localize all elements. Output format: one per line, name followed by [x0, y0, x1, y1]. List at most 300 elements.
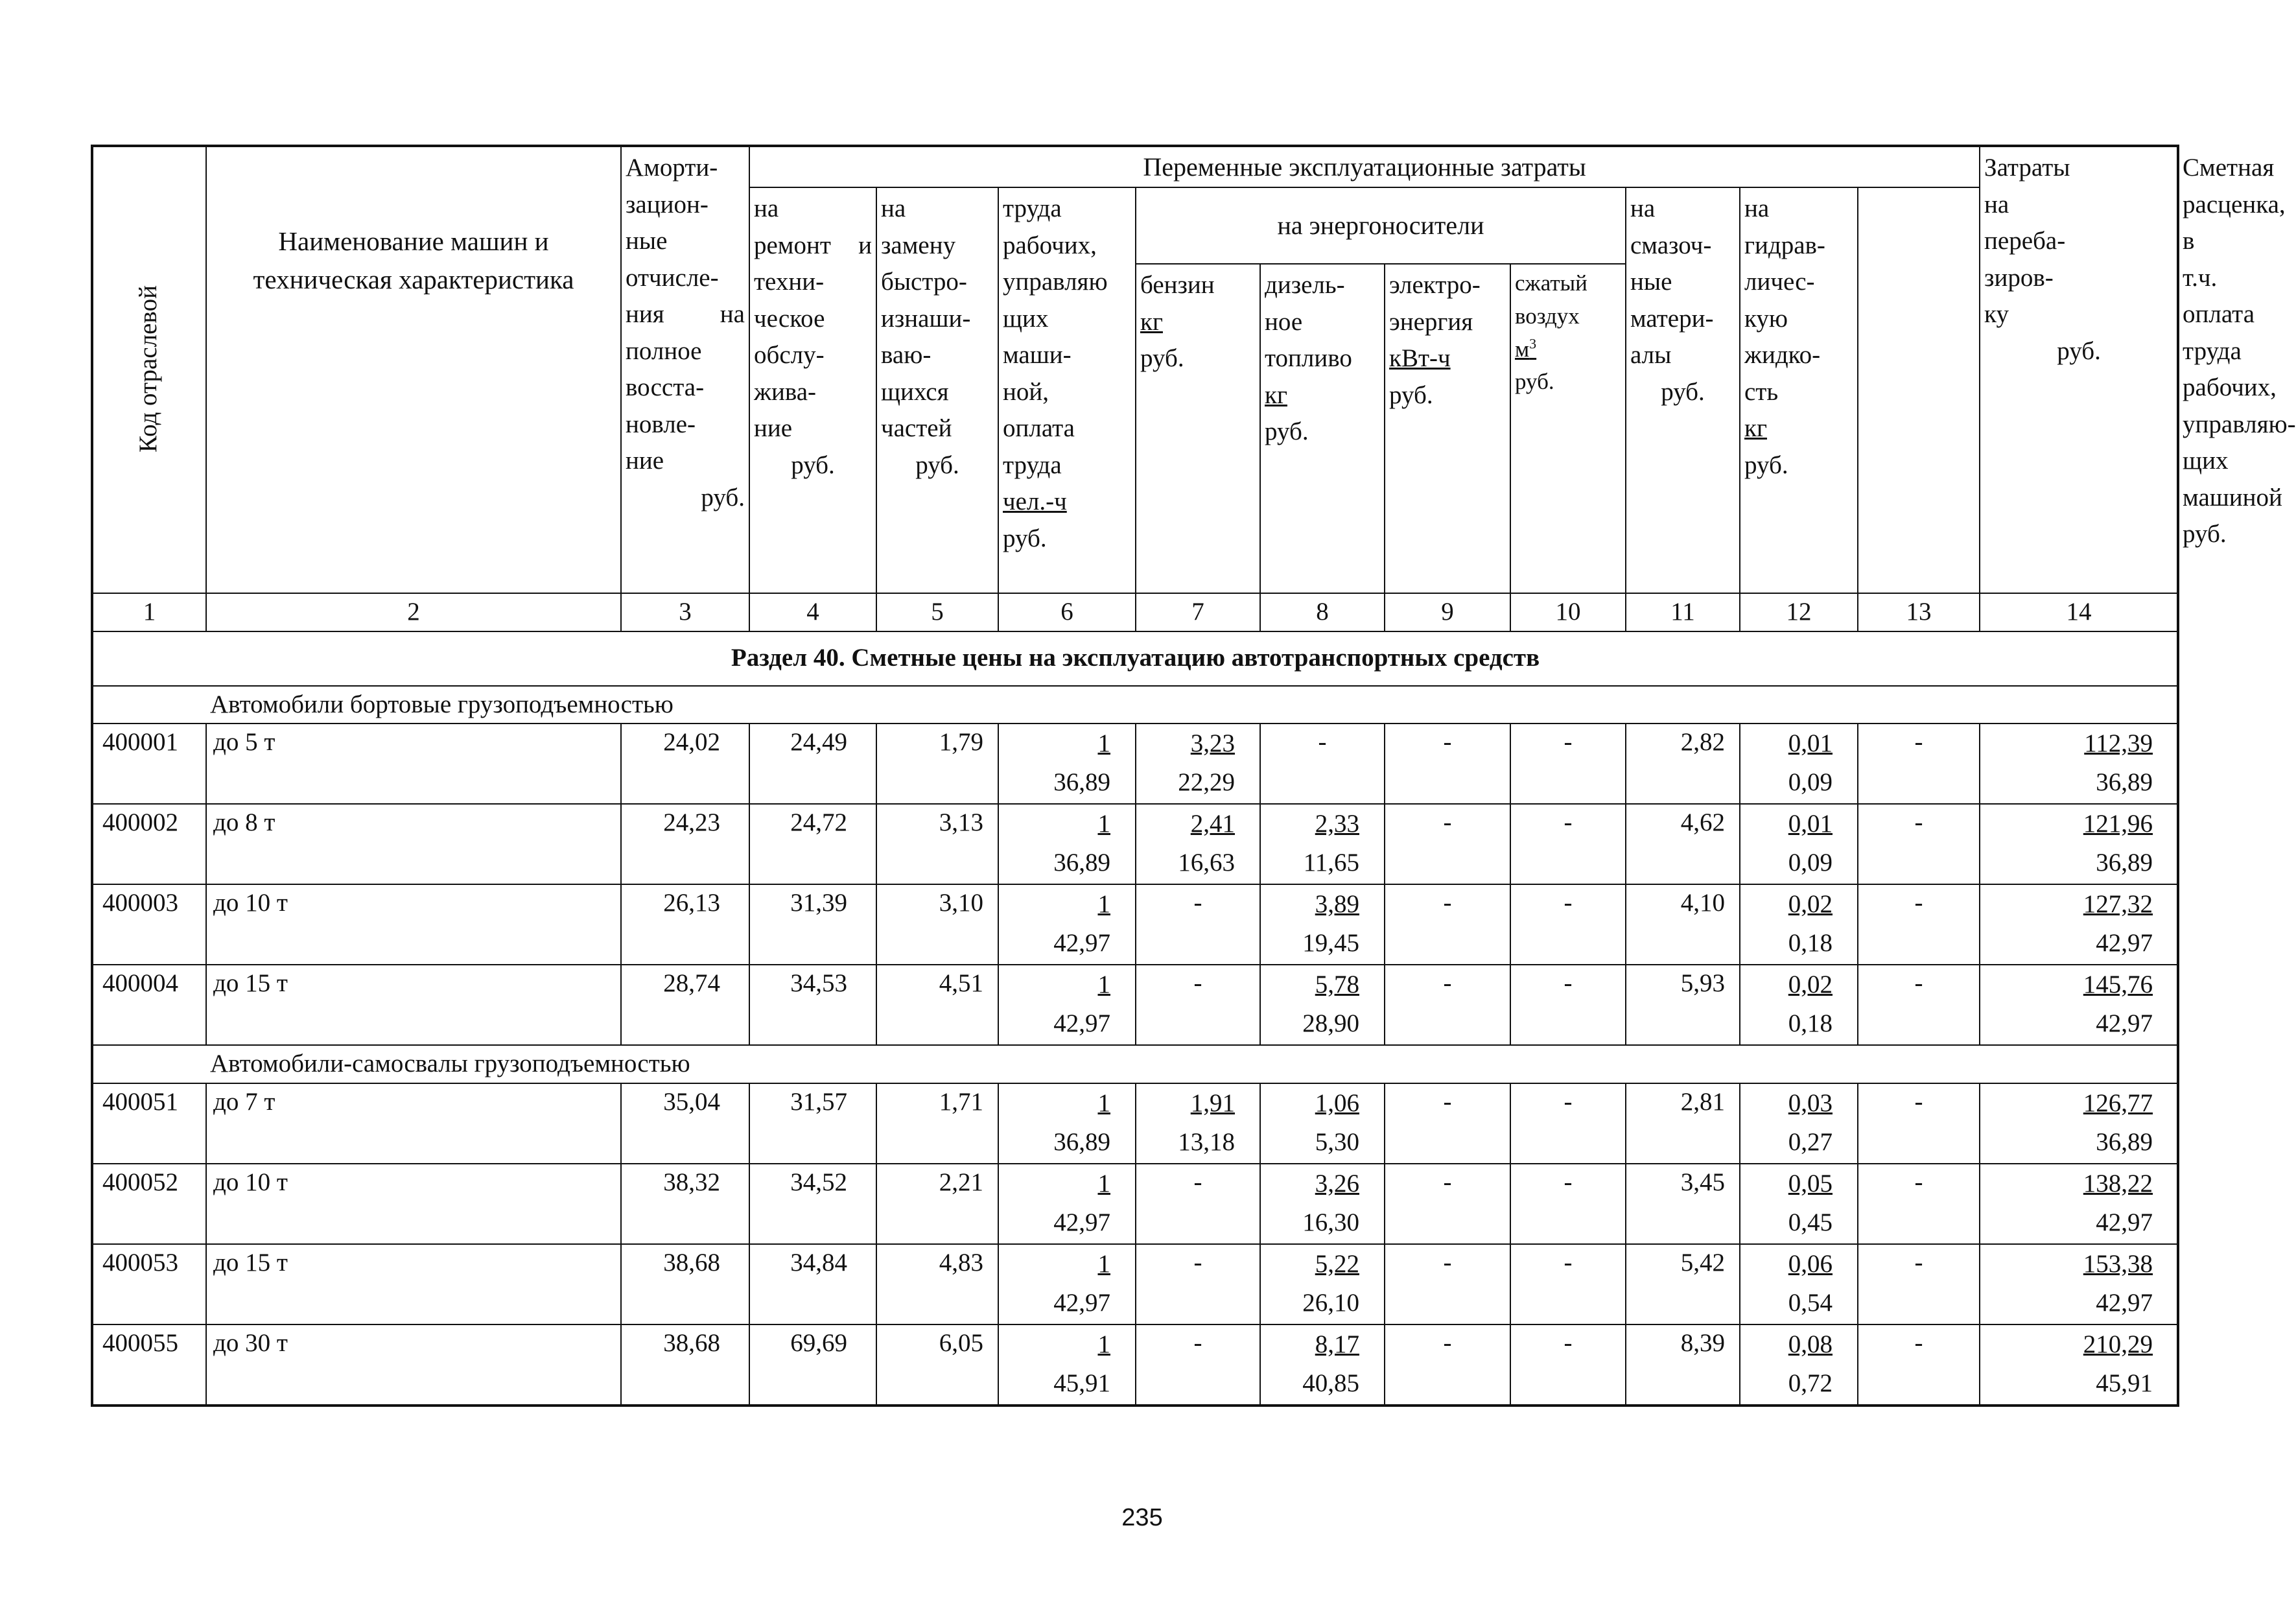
- rate-labor: 45,91: [2096, 1369, 2153, 1397]
- header-line: отчисле-: [626, 263, 719, 292]
- table-row: [92, 1083, 2178, 1164]
- name-cell: [206, 1083, 621, 1164]
- air-dash: -: [1564, 1328, 1573, 1357]
- header-line: рабочих,: [1003, 231, 1097, 259]
- column-number: 4: [749, 593, 876, 631]
- labor-hours: 1: [1097, 1330, 1110, 1358]
- price-table: Код отраслевой Наименование машин и техническая характеристика Аморти- зацион- ные отчисле- ния на полное восста- новле- ние руб. Переменные эксплуатационные затраты Затраты на переба- зиров- ку руб. Сметная расценка, в т.ч. оплата труда рабочих, управляю- щих машиной руб. на ремонт и техни- ческое обслу- жива- ние руб. на замену быстро- изнаши- ваю- щихся частей руб. труда рабочих, управляю щих маши- ной, оплата труда чел.-ч руб. на энергоносители на смазоч- ные матери- алы руб. на гидрав- личес- кую жидко- сть кг руб. бензин кг руб. дизель- ное топливо кг руб. электро- энергия кВт-ч руб. сжатый воздух $м^3$ руб. 1 2 3 4 5 6 7 8 9 10 11 12 13 14 Раздел 40. Сметные цены на эксплуатацию автотранспортных средств Автомобили бортовые грузоподъемностью 400001 до 5 т 24,02 24,49 1,79 1 36,89 3,23 22,29 - - - 2,82 0,01 0,09 - 112,39 36,89 400002 до 8 т 24,23 24,72 3,13 1 36,89 2,41 16,63 2,33 11,65 - - 4,62 0,01 0,09 - 121,96 36,89 400003 до 10 т 26,13 31,39 3,10 1 42,97 - 3,89 19,45 - - 4,10 0,02 0,18 - 127,32 42,97 400004 до 15 т 28,74 34,53 4,51 1 42,97 - 5,78 28,90 - - 5,93 0,02 0,18 - 145,76 42,97 Автомобили-самосвалы грузоподъемностью 400051 до 7 т 35,04 31,57 1,71 1 36,89 1,91 13,18 1,06 5,30 - - 2,81 0,03 0,27 - 126,77 36,89 400052 до 10 т 38,32 34,52 2,21 1 42,97 - 3,26 16,30 - - 3,45 0,05 0,45 - 138,22 42,97 400053 до 15 т 38,68 34,84 4,83 1 42,97 - 5,22 26,10 - - 5,42 0,06 0,54 - 153,38 42,97 400055 до 30 т 38,68 69,69 6,05 1 45,91 - 8,17 40,85 - - 8,39 0,08 0,72 - 210,29 45,91: [91, 145, 2179, 1407]
- hydro-cell: [1740, 724, 1858, 804]
- header-line: ные: [1630, 268, 1672, 296]
- header-hydro: [1740, 187, 1858, 593]
- amort-value: 38,68: [663, 1328, 720, 1357]
- header-line: быстро-: [881, 268, 967, 296]
- hydro-kg: 0,03: [1788, 1089, 1833, 1117]
- transport-dash: -: [1914, 1248, 1923, 1277]
- header-amort-text: [626, 150, 745, 480]
- header-line: ваю-: [881, 341, 931, 370]
- diesel-cell: [1260, 1324, 1385, 1406]
- repair-value: 34,53: [790, 969, 847, 998]
- rate-cell: [1980, 1164, 2178, 1244]
- repair-value: 24,49: [790, 728, 847, 757]
- electric-cell: [1385, 724, 1510, 804]
- group-title: Автомобили-самосвалы грузоподъемностью: [92, 1045, 2178, 1083]
- labor-cost: 45,91: [1053, 1369, 1110, 1397]
- labor-hours: 1: [1097, 810, 1110, 838]
- petrol-kg: 2,41: [1190, 810, 1235, 838]
- machine-name: до 8 т: [213, 808, 275, 837]
- rate-cell: [1980, 884, 2178, 965]
- labor-hours: 1: [1097, 971, 1110, 999]
- hydro-kg: 0,08: [1788, 1330, 1833, 1358]
- lube-value: 2,81: [1680, 1087, 1725, 1116]
- air-cell: [1510, 804, 1626, 884]
- air-dash: -: [1564, 889, 1573, 917]
- header-line: Затраты: [1984, 154, 2070, 182]
- petrol-dash: -: [1193, 1168, 1202, 1196]
- amort-value: 24,02: [663, 728, 720, 757]
- machine-code: 400002: [102, 808, 178, 837]
- diesel-cell: [1260, 1164, 1385, 1244]
- name-cell: [206, 1244, 621, 1324]
- labor-cell: [998, 1244, 1136, 1324]
- diesel-cell: [1260, 965, 1385, 1045]
- rate-total: 153,38: [2083, 1249, 2153, 1278]
- header-line: труда: [1003, 194, 1062, 222]
- repair-value: 69,69: [790, 1328, 847, 1357]
- header-hydro-text: [1744, 191, 1853, 410]
- header-labor-text: [1003, 191, 1131, 484]
- header-line: Аморти-: [626, 154, 718, 182]
- electric-dash: -: [1443, 808, 1452, 837]
- header-hydro-unit-top: кг: [1744, 414, 1767, 443]
- header-line: сть: [1744, 377, 1779, 406]
- rate-cell: [1980, 1244, 2178, 1324]
- petrol-cell: [1136, 724, 1260, 804]
- header-labor: [998, 187, 1136, 593]
- electric-cell: [1385, 1244, 1510, 1324]
- electric-cell: [1385, 804, 1510, 884]
- lube-value: 4,62: [1680, 808, 1725, 837]
- hydro-cost: 0,09: [1788, 768, 1833, 797]
- header-line: сжатый: [1515, 270, 1587, 296]
- electric-dash: -: [1443, 728, 1452, 757]
- diesel-cell: [1260, 804, 1385, 884]
- column-number: 13: [1858, 593, 1980, 631]
- labor-cost: 42,97: [1053, 1009, 1110, 1038]
- table-row: [92, 724, 2178, 804]
- labor-cell: [998, 965, 1136, 1045]
- header-diesel-unit-bottom: руб.: [1265, 418, 1309, 446]
- header-line: щих: [1003, 304, 1049, 333]
- rate-total: 127,32: [2083, 890, 2153, 919]
- lube-value: 3,45: [1680, 1168, 1725, 1196]
- hydro-cost: 0,54: [1788, 1288, 1833, 1317]
- header-electric: [1385, 264, 1510, 593]
- header-diesel-unit-top: кг: [1265, 381, 1287, 409]
- amort-cell: [621, 1244, 749, 1324]
- header-energy: на энергоносители: [1136, 187, 1626, 264]
- header-electric-unit-top: кВт-ч: [1389, 344, 1451, 373]
- hydro-cost: 0,18: [1788, 929, 1833, 958]
- code-cell: [92, 1244, 206, 1324]
- table-row: [92, 884, 2178, 965]
- header-line: оплата: [1003, 414, 1075, 443]
- name-cell: [206, 884, 621, 965]
- petrol-cost: 16,63: [1178, 849, 1235, 877]
- rate-cell: [1980, 804, 2178, 884]
- transport-dash: -: [1914, 808, 1923, 837]
- replace-cell: [876, 965, 998, 1045]
- header-line: обслу-: [754, 341, 825, 370]
- machine-name: до 30 т: [213, 1328, 288, 1357]
- header-line: на: [1984, 190, 2009, 218]
- transport-dash: -: [1914, 1087, 1923, 1116]
- diesel-cost: 19,45: [1302, 929, 1359, 958]
- amort-cell: [621, 724, 749, 804]
- repair-cell: [749, 1324, 876, 1406]
- diesel-cost: 16,30: [1302, 1208, 1359, 1236]
- amort-cell: [621, 1164, 749, 1244]
- hydro-cell: [1740, 965, 1858, 1045]
- hydro-cell: [1740, 1324, 1858, 1406]
- lube-value: 5,93: [1680, 969, 1725, 998]
- repair-cell: [749, 884, 876, 965]
- air-dash: -: [1564, 728, 1573, 757]
- electric-cell: [1385, 1164, 1510, 1244]
- rate-cell: [1980, 965, 2178, 1045]
- column-number: 6: [998, 593, 1136, 631]
- petrol-kg: 3,23: [1190, 729, 1235, 758]
- name-cell: [206, 965, 621, 1045]
- name-cell: [206, 804, 621, 884]
- header-hydro-unit-bottom: руб.: [1744, 451, 1788, 479]
- petrol-dash: -: [1193, 1248, 1202, 1277]
- lube-cell: [1626, 884, 1740, 965]
- rate-labor: 42,97: [2096, 1009, 2153, 1038]
- repair-value: 24,72: [790, 808, 847, 837]
- header-line: энергия: [1389, 307, 1473, 336]
- header-code: Код отраслевой: [92, 146, 206, 593]
- repair-cell: [749, 804, 876, 884]
- header-line: гидрав-: [1744, 231, 1825, 259]
- diesel-cell: [1260, 884, 1385, 965]
- code-cell: [92, 884, 206, 965]
- header-electric-unit-bottom: руб.: [1389, 381, 1433, 409]
- machine-code: 400053: [102, 1248, 178, 1277]
- header-line: ные: [626, 227, 668, 255]
- header-line: частей: [881, 414, 952, 443]
- name-cell: [206, 1324, 621, 1406]
- hydro-cell: [1740, 1244, 1858, 1324]
- header-line: маши-: [1003, 341, 1072, 370]
- header-line: алы: [1630, 341, 1672, 370]
- header-line: смазоч-: [1630, 231, 1712, 259]
- column-number: 9: [1385, 593, 1510, 631]
- transport-cell: [1858, 1164, 1980, 1244]
- electric-cell: [1385, 884, 1510, 965]
- hydro-cell: [1740, 1083, 1858, 1164]
- transport-dash: -: [1914, 889, 1923, 917]
- column-number: 3: [621, 593, 749, 631]
- air-cell: [1510, 884, 1626, 965]
- diesel-cost: 40,85: [1302, 1369, 1359, 1397]
- hydro-kg: 0,01: [1788, 810, 1833, 838]
- header-line: на: [1630, 194, 1656, 222]
- column-number: 8: [1260, 593, 1385, 631]
- lube-value: 2,82: [1680, 728, 1725, 757]
- labor-cost: 42,97: [1053, 1288, 1110, 1317]
- header-air-unit-top: [1515, 333, 1621, 366]
- transport-cell: [1858, 1324, 1980, 1406]
- section-title: Раздел 40. Сметные цены на эксплуатацию автотранспортных средств: [92, 631, 2178, 686]
- header-transport: [1980, 146, 2178, 593]
- petrol-cell: [1136, 965, 1260, 1045]
- header-line: замену: [881, 231, 956, 259]
- header-amort: [621, 146, 749, 593]
- column-number: 12: [1740, 593, 1858, 631]
- replace-cell: [876, 804, 998, 884]
- diesel-cell: [1260, 1244, 1385, 1324]
- header-petrol-unit-top: кг: [1140, 307, 1163, 336]
- replace-value: 2,21: [939, 1168, 983, 1196]
- header-line: новле-: [626, 410, 696, 438]
- labor-cell: [998, 724, 1136, 804]
- electric-cell: [1385, 965, 1510, 1045]
- machine-code: 400004: [102, 969, 178, 998]
- petrol-dash: -: [1193, 889, 1202, 917]
- replace-cell: [876, 1164, 998, 1244]
- replace-cell: [876, 1083, 998, 1164]
- header-transport-unit: руб.: [2057, 336, 2101, 365]
- header-name: Наименование машин и техническая характеристика: [206, 146, 621, 593]
- amort-cell: [621, 1083, 749, 1164]
- hydro-cell: [1740, 1164, 1858, 1244]
- header-line: труда: [1003, 451, 1062, 479]
- code-cell: [92, 1083, 206, 1164]
- diesel-kg: 2,33: [1315, 810, 1359, 838]
- petrol-cell: [1136, 1324, 1260, 1406]
- air-cell: [1510, 1244, 1626, 1324]
- header-line: дизель-: [1265, 271, 1345, 299]
- diesel-cell: [1260, 724, 1385, 804]
- header-line: ное: [1265, 307, 1303, 336]
- hydro-cell: [1740, 804, 1858, 884]
- header-line: полное: [626, 336, 702, 365]
- lube-cell: [1626, 1244, 1740, 1324]
- header-line: ку: [1984, 300, 2009, 329]
- labor-cost: 36,89: [1053, 768, 1110, 797]
- rate-labor: 42,97: [2096, 929, 2153, 958]
- lube-cell: [1626, 1324, 1740, 1406]
- labor-cost: 36,89: [1053, 1127, 1110, 1156]
- header-line: ния на: [626, 300, 745, 329]
- lube-cell: [1626, 1164, 1740, 1244]
- air-cell: [1510, 1083, 1626, 1164]
- column-number: 10: [1510, 593, 1626, 631]
- header-line: восста-: [626, 373, 705, 402]
- header-lube-text: [1630, 191, 1735, 374]
- petrol-cell: [1136, 804, 1260, 884]
- petrol-cell: [1136, 1083, 1260, 1164]
- hydro-cost: 0,72: [1788, 1369, 1833, 1397]
- rate-labor: 42,97: [2096, 1288, 2153, 1317]
- diesel-cost: 26,10: [1302, 1288, 1359, 1317]
- transport-dash: -: [1914, 1328, 1923, 1357]
- hydro-kg: 0,02: [1788, 890, 1833, 919]
- labor-cost: 42,97: [1053, 929, 1110, 958]
- amort-cell: [621, 884, 749, 965]
- table-row: [92, 1244, 2178, 1324]
- header-lube-unit: руб.: [1661, 377, 1705, 406]
- header-replace-text: [881, 191, 994, 447]
- lube-value: 4,10: [1680, 889, 1725, 917]
- rate-labor: 42,97: [2096, 1208, 2153, 1236]
- lube-cell: [1626, 1083, 1740, 1164]
- header-line: изнаши-: [881, 304, 971, 333]
- electric-dash: -: [1443, 1168, 1452, 1196]
- air-cell: [1510, 724, 1626, 804]
- header-repair-text: [754, 191, 872, 447]
- header-line: ние: [754, 414, 793, 443]
- hydro-cost: 0,45: [1788, 1208, 1833, 1236]
- transport-cell: [1858, 1083, 1980, 1164]
- rate-cell: [1980, 724, 2178, 804]
- transport-dash: -: [1914, 969, 1923, 998]
- header-line: жива-: [754, 377, 817, 406]
- electric-cell: [1385, 1324, 1510, 1406]
- petrol-cell: [1136, 1244, 1260, 1324]
- diesel-kg: 5,22: [1315, 1249, 1359, 1278]
- machine-code: 400003: [102, 889, 178, 917]
- labor-hours: 1: [1097, 1089, 1110, 1117]
- machine-code: 400052: [102, 1168, 178, 1196]
- header-line: ремонт и: [754, 231, 872, 259]
- hydro-cost: 0,18: [1788, 1009, 1833, 1038]
- repair-cell: [749, 965, 876, 1045]
- table-row: [92, 1324, 2178, 1406]
- electric-dash: -: [1443, 889, 1452, 917]
- diesel-cost: 28,90: [1302, 1009, 1359, 1038]
- electric-dash: -: [1443, 1248, 1452, 1277]
- rate-total: 121,96: [2083, 810, 2153, 838]
- amort-value: 38,32: [663, 1168, 720, 1196]
- header-diesel-text: [1265, 267, 1380, 377]
- header-petrol: [1136, 264, 1260, 593]
- repair-cell: [749, 1164, 876, 1244]
- machine-code: 400001: [102, 728, 178, 757]
- petrol-kg: 1,91: [1190, 1089, 1235, 1117]
- hydro-kg: 0,06: [1788, 1249, 1833, 1278]
- header-line: на: [754, 194, 779, 222]
- header-line: кую: [1744, 304, 1788, 333]
- air-dash: -: [1564, 1248, 1573, 1277]
- repair-cell: [749, 1083, 876, 1164]
- rate-total: 138,22: [2083, 1169, 2153, 1197]
- lube-cell: [1626, 724, 1740, 804]
- rate-total: 126,77: [2083, 1089, 2153, 1117]
- header-line: ной,: [1003, 377, 1049, 406]
- column-number: 11: [1626, 593, 1740, 631]
- header-line: топливо: [1265, 344, 1352, 373]
- lube-value: 8,39: [1680, 1328, 1725, 1357]
- amort-value: 26,13: [663, 889, 720, 917]
- labor-cost: 36,89: [1053, 849, 1110, 877]
- air-cell: [1510, 1164, 1626, 1244]
- hydro-cost: 0,09: [1788, 849, 1833, 877]
- rate-labor: 36,89: [2096, 768, 2153, 797]
- repair-cell: [749, 724, 876, 804]
- column-number: 7: [1136, 593, 1260, 631]
- air-dash: -: [1564, 1087, 1573, 1116]
- rate-cell: [1980, 1083, 2178, 1164]
- header-line: жидко-: [1744, 341, 1821, 370]
- labor-hours: 1: [1097, 890, 1110, 919]
- replace-value: 6,05: [939, 1328, 983, 1357]
- repair-value: 31,57: [790, 1087, 847, 1116]
- hydro-kg: 0,01: [1788, 729, 1833, 758]
- transport-cell: [1858, 884, 1980, 965]
- air-cell: [1510, 1324, 1626, 1406]
- rate-total: 210,29: [2083, 1330, 2153, 1358]
- diesel-dash: -: [1318, 728, 1327, 757]
- machine-name: до 15 т: [213, 969, 288, 998]
- replace-cell: [876, 1244, 998, 1324]
- diesel-kg: 3,89: [1315, 890, 1359, 919]
- transport-cell: [1858, 965, 1980, 1045]
- replace-value: 4,83: [939, 1248, 983, 1277]
- header-variable-costs: Переменные эксплуатационные затраты: [749, 146, 1980, 187]
- diesel-cost: 5,30: [1315, 1127, 1359, 1156]
- machine-code: 400055: [102, 1328, 178, 1357]
- code-cell: [92, 965, 206, 1045]
- petrol-cell: [1136, 1164, 1260, 1244]
- header-air-unit-m: м: [1515, 336, 1530, 362]
- petrol-cell: [1136, 884, 1260, 965]
- column-numbers-row: [92, 593, 2178, 631]
- replace-value: 1,79: [939, 728, 983, 757]
- header-air-unit-sup: 3: [1529, 335, 1537, 351]
- hydro-kg: 0,02: [1788, 971, 1833, 999]
- petrol-dash: -: [1193, 1328, 1202, 1357]
- labor-cell: [998, 1164, 1136, 1244]
- machine-name: до 5 т: [213, 728, 275, 757]
- diesel-kg: 5,78: [1315, 971, 1359, 999]
- petrol-cost: 13,18: [1178, 1127, 1235, 1156]
- header-repair-unit: руб.: [791, 451, 835, 479]
- transport-dash: -: [1914, 728, 1923, 757]
- machine-name: до 10 т: [213, 889, 288, 917]
- labor-cell: [998, 804, 1136, 884]
- transport-cell: [1858, 1244, 1980, 1324]
- header-labor-unit-bottom: руб.: [1003, 524, 1047, 552]
- header-line: щихся: [881, 377, 949, 406]
- repair-cell: [749, 1244, 876, 1324]
- labor-hours: 1: [1097, 1249, 1110, 1278]
- diesel-kg: 3,26: [1315, 1169, 1359, 1197]
- replace-value: 3,13: [939, 808, 983, 837]
- table-row: [92, 965, 2178, 1045]
- amort-value: 38,68: [663, 1248, 720, 1277]
- header-lube: [1626, 187, 1740, 593]
- diesel-kg: 1,06: [1315, 1089, 1359, 1117]
- column-number: 1: [92, 593, 206, 631]
- transport-cell: [1858, 804, 1980, 884]
- header-line: управляю: [1003, 268, 1108, 296]
- lube-value: 5,42: [1680, 1248, 1725, 1277]
- diesel-kg: 8,17: [1315, 1330, 1359, 1358]
- air-dash: -: [1564, 969, 1573, 998]
- electric-cell: [1385, 1083, 1510, 1164]
